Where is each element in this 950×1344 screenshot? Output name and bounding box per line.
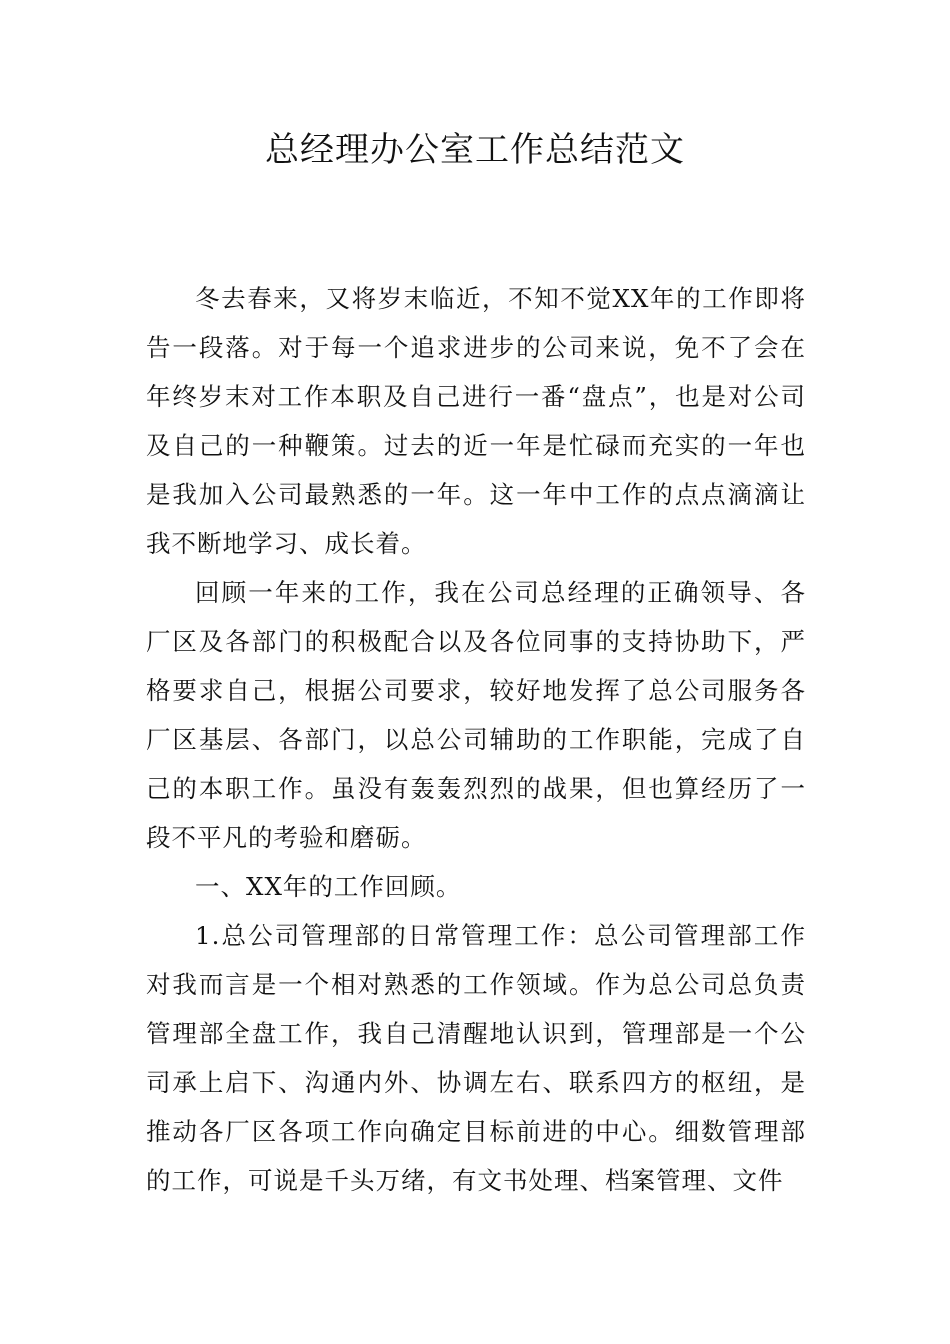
document-title: 总经理办公室工作总结范文	[265, 130, 685, 170]
paragraph-item-1: 1.总公司管理部的日常管理工作：总公司管理部工作对我而言是一个相对熟悉的工作领域。作为总公司总负责管理部全盘工作，我自己清醒地认识到，管理部是一个公司承上启下、沟通内外、协调左右、联系四方的枢纽，是推动各厂区各项工作向确定目标前进的中心。细数管理部的工作，可说是千头万绪，有文书处理、档案管理、文件	[146, 921, 806, 1195]
document-body	[146, 274, 806, 1205]
paragraph-review: 回顾一年来的工作，我在公司总经理的正确领导、各厂区及各部门的积极配合以及各位同事的支持协助下，严格要求自己，根据公司要求，较好地发挥了总公司服务各厂区基层、各部门，以总公司辅助的工作职能，完成了自己的本职工作。虽没有轰轰烈烈的战果，但也算经历了一段不平凡的考验和磨砺。	[146, 578, 806, 852]
paragraph-intro: 冬去春来，又将岁末临近，不知不觉XX年的工作即将告一段落。对于每一个追求进步的公司来说，免不了会在年终岁末对工作本职及自己进行一番“盘点”，也是对公司及自己的一种鞭策。过去的近一年是忙碌而充实的一年也是我加入公司最熟悉的一年。这一年中工作的点点滴滴让我不断地学习、成长着。	[146, 284, 806, 558]
section-heading-1: 一、XX年的工作回顾。	[195, 872, 462, 901]
